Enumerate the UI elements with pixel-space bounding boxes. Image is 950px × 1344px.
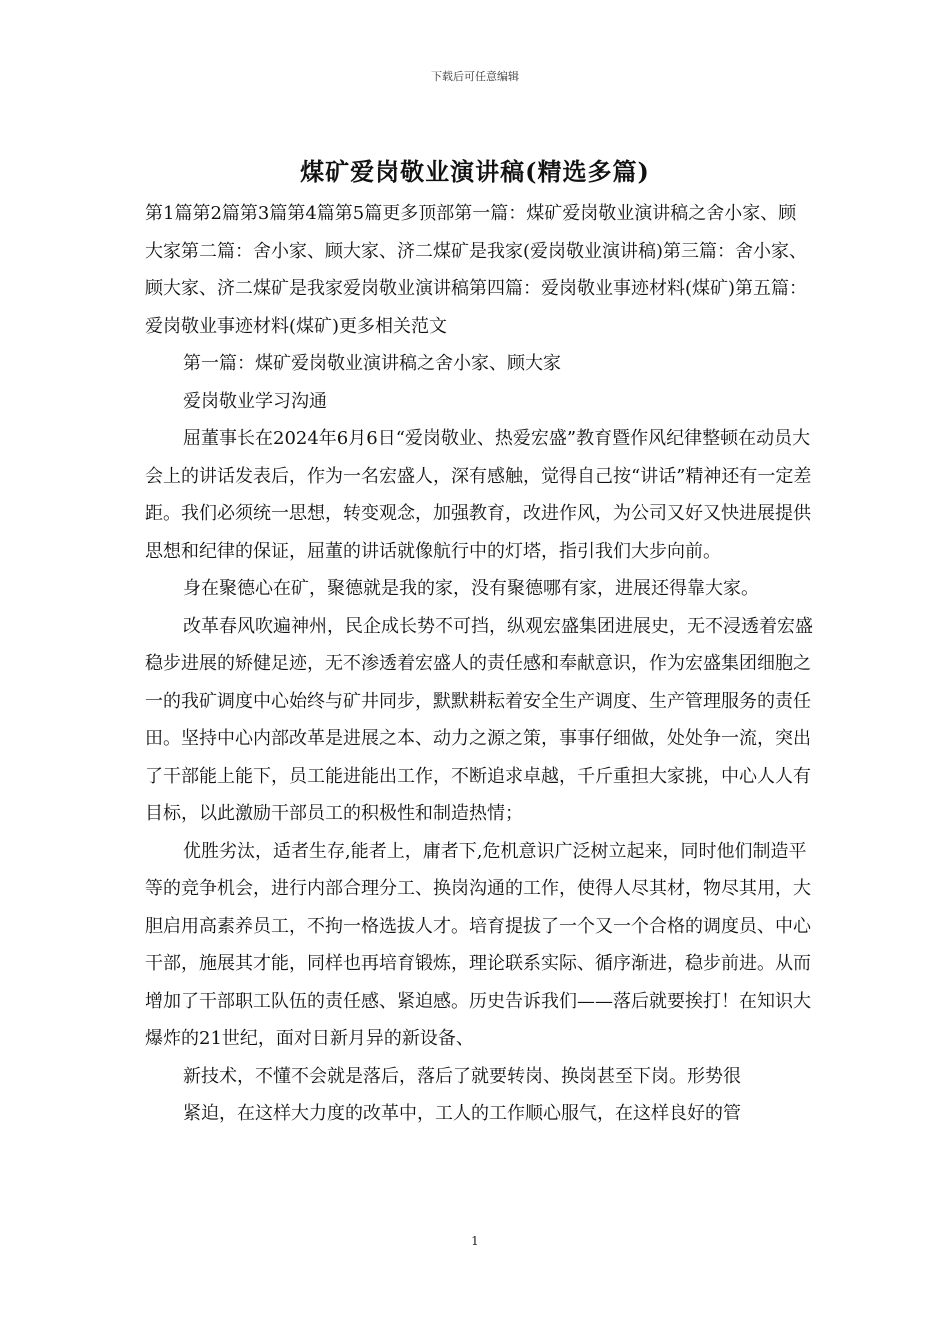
document-title: 煤矿爱岗敬业演讲稿(精选多篇) <box>300 157 650 186</box>
hanging-line-2: 紧迫，在这样大力度的改革中，工人的工作顺心服气，在这样良好的管 <box>183 1103 741 1124</box>
hanging-line-1: 新技术，不懂不会就是落后，落后了就要转岗、换岗甚至下岗。形势很 <box>183 1065 741 1087</box>
page-number: 1 <box>471 1234 479 1248</box>
paragraph-3: 改革春风吹遍神州，民企成长势不可挡，纵观宏盛集团进展史，无不浸透着宏盛稳步进展的矫健足迹，无不渗透着宏盛人的责任感和奉献意识，作为宏盛集团细胞之一的我矿调度中心始终与矿井同步，默默耕耘着安全生产调度、生产管理服务的责任田。坚持中心内部改革是进展之本、动力之源之策，事事仔细做，处处争一流，突出了干部能上能下，员工能进能出工作，不断追求卓越，千斤重担大家挑，中心人人有目标，以此激励干部员工的积极性和制造热情； <box>145 615 813 824</box>
header-note: 下载后可任意编辑 <box>431 70 519 83</box>
paragraph-1: 屈董事长在2024年6月6日“爱岗敬业、热爱宏盛”教育暨作风纪律整顿在动员大会上的讲话发表后，作为一名宏盛人，深有感触，觉得自己按“讲话”精神还有一定差距。我们必须统一思想，转变观念，加强教育，改进作风，为公司又好又快进展提供思想和纪律的保证，屈董的讲话就像航行中的灯塔，指引我们大步向前。 <box>145 428 812 562</box>
paragraph-2: 身在聚德心在矿，聚德就是我的家，没有聚德哪有家，进展还得靠大家。 <box>183 578 759 599</box>
document-body <box>145 195 813 1133</box>
paragraph-4: 优胜劣汰，适者生存,能者上，庸者下,危机意识广泛树立起来，同时他们制造平等的竞争机会，进行内部合理分工、换岗沟通的工作，使得人尽其材，物尽其用，大胆启用高素养员工，不拘一格选拔人才。培育提拔了一个又一个合格的调度员、中心干部，施展其才能，同样也再培育锻炼，理论联系实际、循序渐进，稳步前进。从而增加了干部职工队伍的责任感、紧迫感。历史告诉我们——落后就要挨打！在知识大爆炸的21世纪，面对日新月异的新设备、 <box>145 840 811 1049</box>
table-of-contents: 第1篇第2篇第3篇第4篇第5篇更多顶部第一篇：煤矿爱岗敬业演讲稿之舍小家、顾大家第二篇：舍小家、顾大家、济二煤矿是我家(爱岗敬业演讲稿)第三篇：舍小家、顾大家、济二煤矿是我家爱岗敬业演讲稿第四篇：爱岗敬业事迹材料(煤矿)第五篇：爱岗敬业事迹材料(煤矿)更多相关范文 <box>145 203 808 337</box>
subheading: 爱岗敬业学习沟通 <box>183 390 327 412</box>
section-heading: 第一篇：煤矿爱岗敬业演讲稿之舍小家、顾大家 <box>183 353 561 374</box>
